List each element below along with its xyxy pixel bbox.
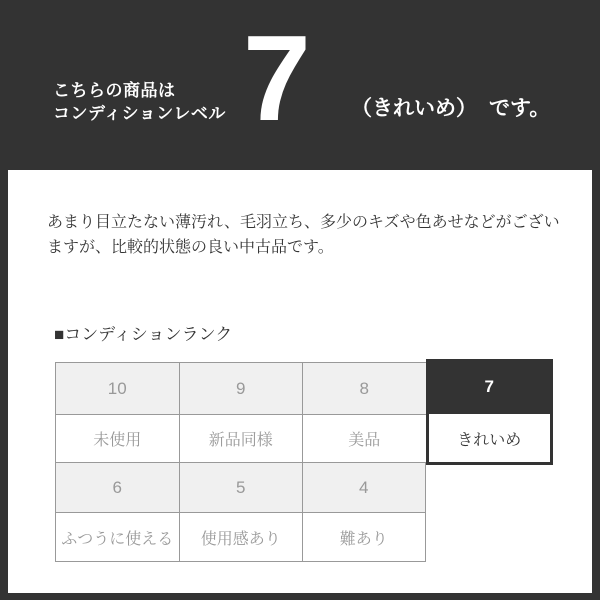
condition-rank-table [55,362,549,562]
condition-description: あまり目立たない薄汚れ、毛羽立ち、多少のキズや色あせなどがございますが、比較的状態の良い中古品です。 [47,214,560,256]
condition-detail-panel [8,170,592,593]
rank-cell-number-10: 10 [55,362,179,414]
banner-intro-line2: コンディションレベル [53,104,226,123]
condition-level-number: 7 [243,10,311,146]
rank-cell-number-5: 5 [179,462,303,512]
selected-rank-number: 7 [484,376,494,396]
rank-cell-number-8: 8 [302,362,426,414]
selected-rank-label: きれいめ [429,414,551,462]
rank-cell-label-6: ふつうに使える [55,512,179,562]
condition-level-suffix: です。 [489,97,551,120]
rank-cell-selected-7 [426,359,554,465]
banner-intro-text [53,79,226,125]
rank-cell-label-4: 難あり [302,512,426,562]
rank-section-heading: ■コンディションランク [54,325,233,344]
rank-table-spacer [426,512,550,562]
rank-cell-label-5: 使用感あり [179,512,303,562]
rank-table-spacer [426,462,550,512]
rank-cell-number-4: 4 [302,462,426,512]
rank-cell-number-9: 9 [179,362,303,414]
rank-cell-number-6: 6 [55,462,179,512]
rank-cell-label-8: 美品 [302,414,426,462]
condition-banner [0,0,600,170]
condition-level-note: （きれいめ） [351,97,477,120]
banner-intro-line1: こちらの商品は [53,81,176,100]
rank-cell-label-9: 新品同様 [179,414,303,462]
rank-cell-label-10: 未使用 [55,414,179,462]
